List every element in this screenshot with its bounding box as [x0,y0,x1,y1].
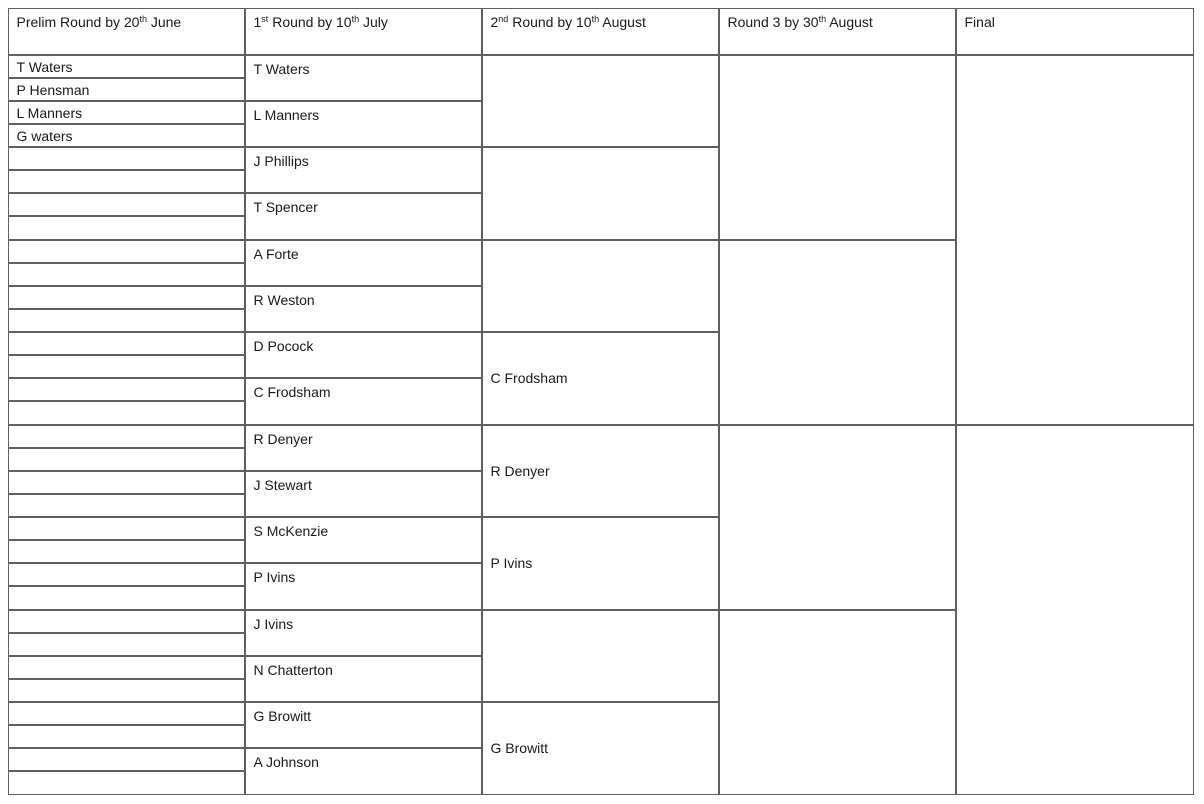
round1-slot [245,748,482,794]
prelim-slot [8,517,245,540]
prelim-slot [8,263,245,286]
round3-slot [719,425,956,610]
round1-slot [245,286,482,332]
prelim-slot [8,401,245,424]
prelim-slot [8,540,245,563]
round2-slot [482,517,719,610]
prelim-slot [8,633,245,656]
round2-slot [482,425,719,518]
player-name: J Stewart [253,476,312,493]
prelim-slot [8,610,245,633]
prelim-slot [8,378,245,401]
prelim-slot [8,702,245,725]
round2-slot [482,702,719,795]
round2-slot [482,610,719,703]
round1-slot [245,702,482,748]
player-name: J Ivins [253,615,294,632]
prelim-slot [8,748,245,771]
prelim-slot [8,448,245,471]
round1-slot [245,517,482,563]
player-name: A Forte [253,245,299,262]
header-final: Final [956,8,1194,55]
prelim-slot [8,355,245,378]
prelim-slot [8,332,245,355]
round2-slot [482,55,719,148]
player-name: D Pocock [253,338,314,354]
round1-slot [245,332,482,378]
prelim-slot [8,193,245,216]
player-name: P Ivins [253,569,296,586]
round1-slot [245,101,482,147]
player-name: T Spencer [253,199,318,216]
player-name: P Hensman [16,81,90,98]
player-name: R Weston [253,291,315,308]
prelim-slot [8,309,245,332]
prelim-slot [8,170,245,193]
prelim-slot [8,425,245,448]
player-name: G Browitt [490,740,549,757]
final-slot [956,425,1194,795]
round3-slot [719,55,956,240]
round1-slot [245,656,482,702]
header-round3: Round 3 by 30th August [719,8,956,55]
round2-slot [482,332,719,425]
player-name: T Waters [16,58,73,75]
prelim-slot [8,216,245,239]
header-round2: 2nd Round by 10th August [482,8,719,55]
prelim-slot [8,494,245,517]
prelim-slot [8,679,245,702]
player-name: C Frodsham [490,370,568,387]
prelim-slot [8,286,245,309]
round3-slot [719,610,956,795]
round2-slot [482,147,719,240]
round1-slot [245,610,482,656]
prelim-slot [8,563,245,586]
player-name: N Chatterton [253,661,333,678]
round2-slot [482,240,719,333]
round1-slot [245,425,482,471]
prelim-slot [8,55,245,78]
player-name: L Manners [253,106,320,123]
round1-slot [245,193,482,239]
final-slot [956,55,1194,425]
header-prelim: Prelim Round by 20th June [8,8,245,55]
player-name: C Frodsham [253,384,331,401]
player-name: L Manners [16,104,83,121]
player-name: J Phillips [253,153,309,169]
player-name: G Browitt [253,708,312,724]
prelim-slot [8,586,245,609]
player-name: R Denyer [490,462,550,479]
prelim-slot [8,101,245,124]
round1-slot [245,147,482,193]
player-name: G waters [16,127,73,144]
header-round1: 1st Round by 10th July [245,8,482,55]
player-name: P Ivins [490,555,533,572]
prelim-slot [8,471,245,494]
round1-slot [245,240,482,286]
round1-slot [245,55,482,101]
player-name: R Denyer [253,430,313,447]
prelim-slot [8,240,245,263]
player-name: A Johnson [253,754,319,771]
prelim-slot [8,656,245,679]
player-name: S McKenzie [253,523,329,539]
round1-slot [245,378,482,424]
prelim-slot [8,771,245,794]
prelim-slot [8,78,245,101]
player-name: T Waters [253,60,310,77]
prelim-slot [8,147,245,170]
round1-slot [245,471,482,517]
prelim-slot [8,124,245,147]
round3-slot [719,240,956,425]
prelim-slot [8,725,245,748]
round1-slot [245,563,482,609]
